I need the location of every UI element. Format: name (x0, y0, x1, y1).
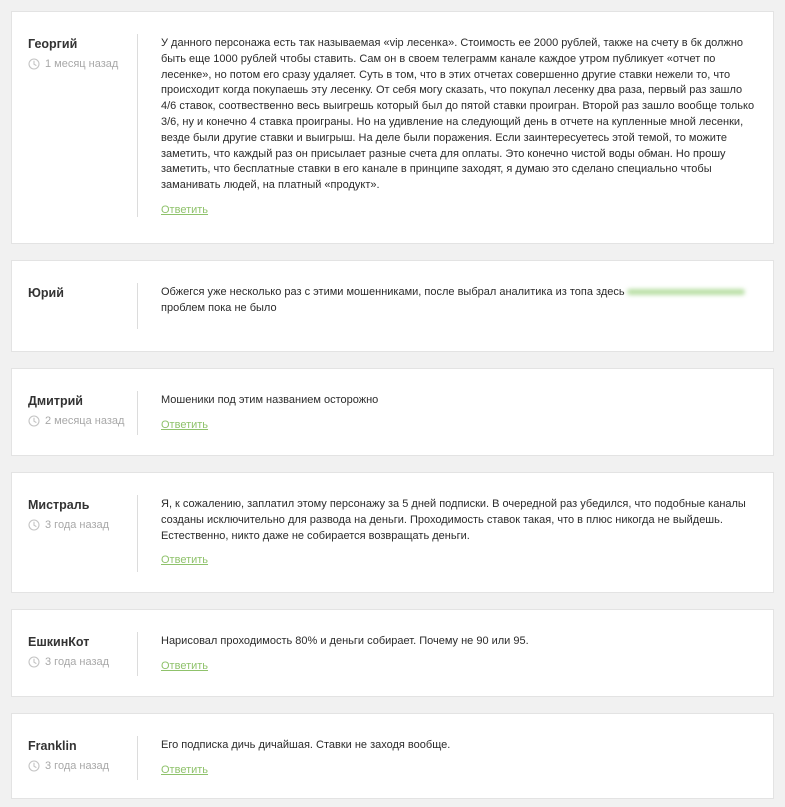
comment-author-block (28, 36, 136, 71)
comment-meta (28, 655, 136, 669)
comment-author-block (28, 285, 136, 301)
comment-meta (28, 759, 136, 773)
comment-body (161, 738, 759, 778)
comment-divider (137, 632, 138, 676)
clock-icon (28, 656, 40, 668)
comment-author-block (28, 393, 136, 428)
comment-divider (137, 495, 138, 572)
clock-icon (28, 519, 40, 531)
comment-author-block (28, 634, 136, 669)
comment-divider (137, 391, 138, 435)
comment-body (161, 36, 759, 218)
comment-body (161, 285, 759, 317)
reply-button[interactable]: Ответить (161, 554, 209, 567)
comment-card (11, 11, 774, 244)
comment-author: Дмитрий (28, 394, 83, 408)
comment-author: Franklin (28, 739, 77, 753)
comment-text: Нарисовал проходимость 80% и деньги собирает. Почему не 90 или 95. (161, 635, 529, 647)
reply-button[interactable]: Ответить (161, 659, 209, 672)
comment-card (11, 609, 774, 697)
comment-text: Я, к сожалению, заплатил этому персонажу за 5 дней подписки. В очередной раз убедился, что подобные каналы созданы исключительно для развода на деньги. Проходимость ставок такая, что в плюс никогда не выйдешь. Естественно, никто даже не собирается возвращать деньги. (161, 498, 746, 542)
comment-meta (28, 414, 136, 428)
comment-text-part: проблем пока не было (161, 301, 277, 314)
reply-button[interactable]: Ответить (161, 418, 209, 431)
reply-button[interactable]: Ответить (161, 203, 209, 216)
comment-text: Его подписка дичь дичайшая. Ставки не заходя вообще. (161, 739, 451, 751)
comment-card (11, 713, 774, 799)
comment-time: 3 года назад (45, 656, 110, 668)
comment-card (11, 472, 774, 593)
comment-author: Мистраль (28, 498, 90, 512)
comment-author-block (28, 497, 136, 532)
comment-text: Мошеники под этим названием осторожно (161, 394, 379, 406)
comment-divider (137, 34, 138, 217)
comment-author: Георгий (28, 37, 78, 51)
comment-card (11, 368, 774, 456)
comment-time: 1 месяц назад (45, 58, 119, 70)
comment-author: ЕшкинКот (28, 635, 90, 649)
comment-meta (28, 518, 136, 532)
clock-icon (28, 760, 40, 772)
blurred-link[interactable] (627, 289, 745, 295)
comment-text (161, 285, 759, 317)
clock-icon (28, 58, 40, 70)
comment-body (161, 393, 759, 433)
comment-time: 3 года назад (45, 760, 110, 772)
comment-author: Юрий (28, 286, 64, 300)
comment-time: 3 года назад (45, 519, 110, 531)
clock-icon (28, 415, 40, 427)
comment-time: 2 месяца назад (45, 415, 125, 427)
comment-meta (28, 57, 136, 71)
reply-button[interactable]: Ответить (161, 763, 209, 776)
comment-body (161, 634, 759, 674)
comment-text: У данного персонажа есть так называемая «vip лесенка». Стоимость ее 2000 рублей, также на счету в бк должно быть еще 1000 рублей чтобы ставить. Сам он в своем телеграмм канале каждое утром публикует «отчет по лесенке», но потом его сразу удаляет. Суть в том, что в этих отчетах совершенно другие ставки нежели то, что происходит когда покупаешь эту лесенку. От себя могу сказать, что покупал лесенку два раза, первый раз зашло 4/6 ставок, соотвественно весь выигрешь который был до пятой ставки проигран. Второй раз зашло вообще только 3/6, ну и конечно 4 ставка проиграны. Но на удивление на следующий день в отчете на купленные мной лесенки, везде были другие ставки и выигрыш. На деле были поражения. Если заинтересуетесь этой темой, то можите заметить, что каждый раз он присылает разные счета для оплаты. Это конечно чистой воды обман. Но прошу заметить, что бесплатные ставки в его канале в принципе заходят, я думаю это сделано специально чтобы заманивать людей, на платный «продукт». (161, 37, 755, 192)
comment-body (161, 497, 759, 568)
comment-divider (137, 283, 138, 329)
comment-divider (137, 736, 138, 780)
comment-card (11, 260, 774, 352)
comment-author-block (28, 738, 136, 773)
comment-text-part: Обжегся уже несколько раз с этими мошенниками, после выбрал аналитика из топа здесь (161, 286, 625, 298)
